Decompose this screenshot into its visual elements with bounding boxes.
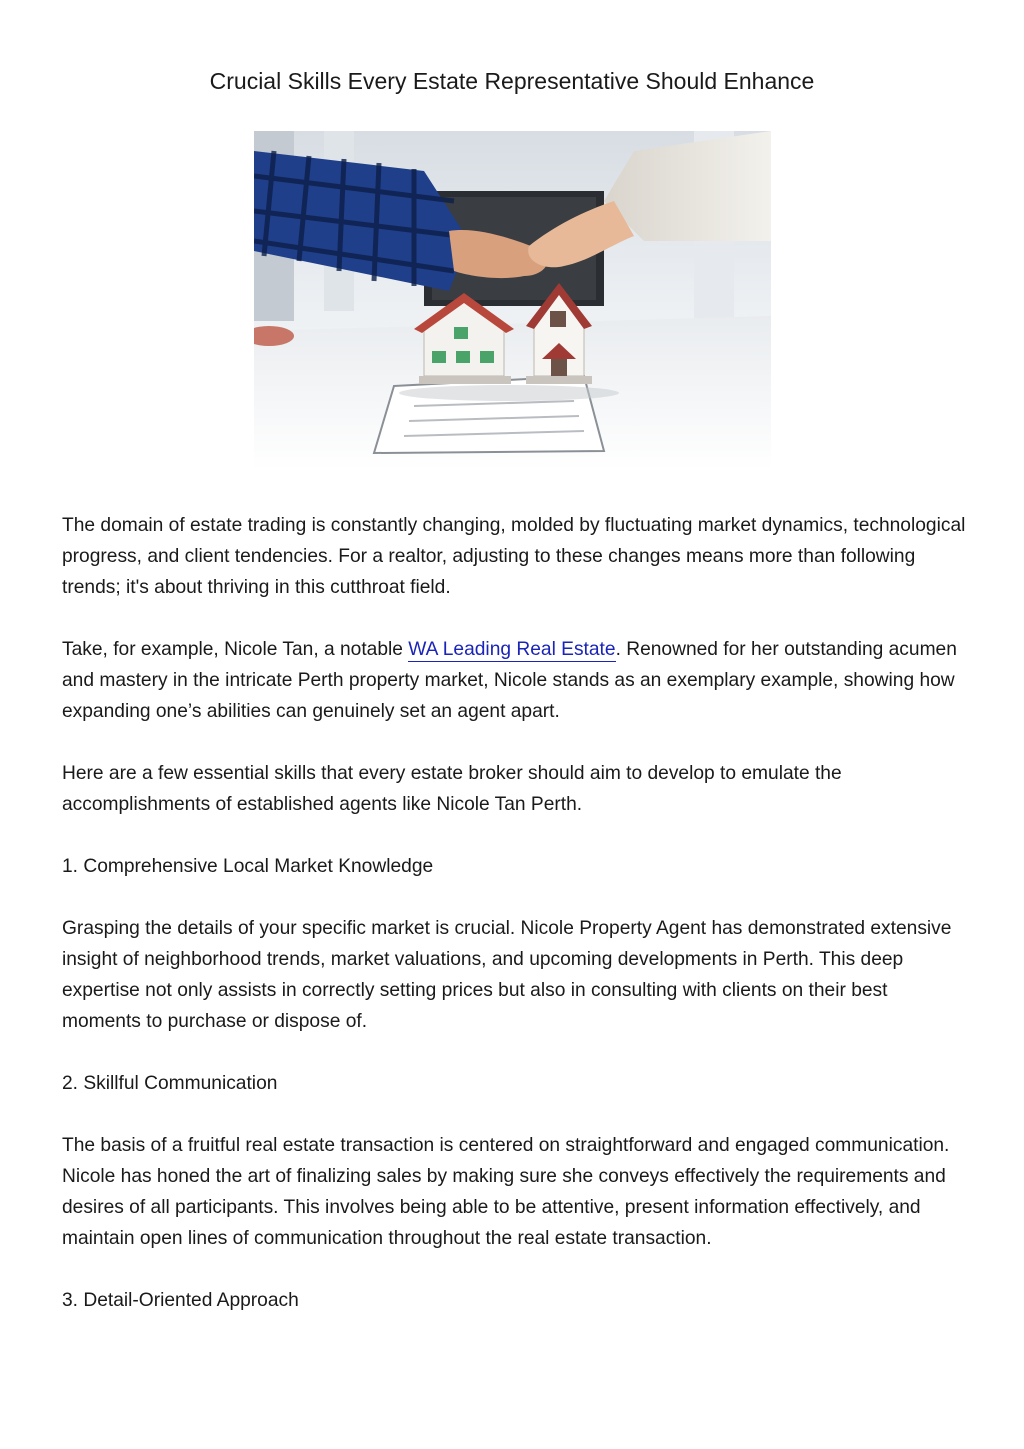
skills-intro-paragraph: Here are a few essential skills that every estate broker should aim to develop to emulate the accomplishments of established agents like Nicole Tan Perth. [62,763,842,815]
intro-paragraph: The domain of estate trading is constantly changing, molded by fluctuating market dynamics, technological progress, and client tendencies. For a realtor, adjusting to these changes means more than following trends; it's about thriving in this cutthroat field. [62,515,966,598]
page-title: Crucial Skills Every Estate Representative Should Enhance [209,68,815,94]
article-body [62,510,967,1347]
section-heading-1: 1. Comprehensive Local Market Knowledge [62,856,434,877]
example-text-before: Take, for example, Nicole Tan, a notable [62,639,409,660]
section-body-2: The basis of a fruitful real estate transaction is centered on straightforward and engaged communication. Nicole has honed the art of finalizing sales by making sure she conveys effectively the requirements and desires of all participants. This involves being able to be attentive, present information effectively, and maintain open lines of communication throughout the real estate transaction. [62,1135,950,1249]
section-heading-2: 2. Skillful Communication [62,1073,278,1094]
hero-image [254,131,771,470]
example-paragraph [62,634,967,727]
example-text-after: . Renowned for her outstanding acumen and mastery in the intricate Perth property market, Nicole stands as an exemplary example, showing how expanding one’s abilities can genuinely set an agent apart. [62,639,957,722]
section-body-1: Grasping the details of your specific market is crucial. Nicole Property Agent has demonstrated extensive insight of neighborhood trends, market valuations, and upcoming developments in Perth. This deep expertise not only assists in correctly setting prices but also in consulting with clients on their best moments to purchase or dispose of. [62,918,952,1032]
wa-leading-real-estate-link[interactable]: WA Leading Real Estate [408,639,616,660]
section-heading-3: 3. Detail-Oriented Approach [62,1290,299,1311]
